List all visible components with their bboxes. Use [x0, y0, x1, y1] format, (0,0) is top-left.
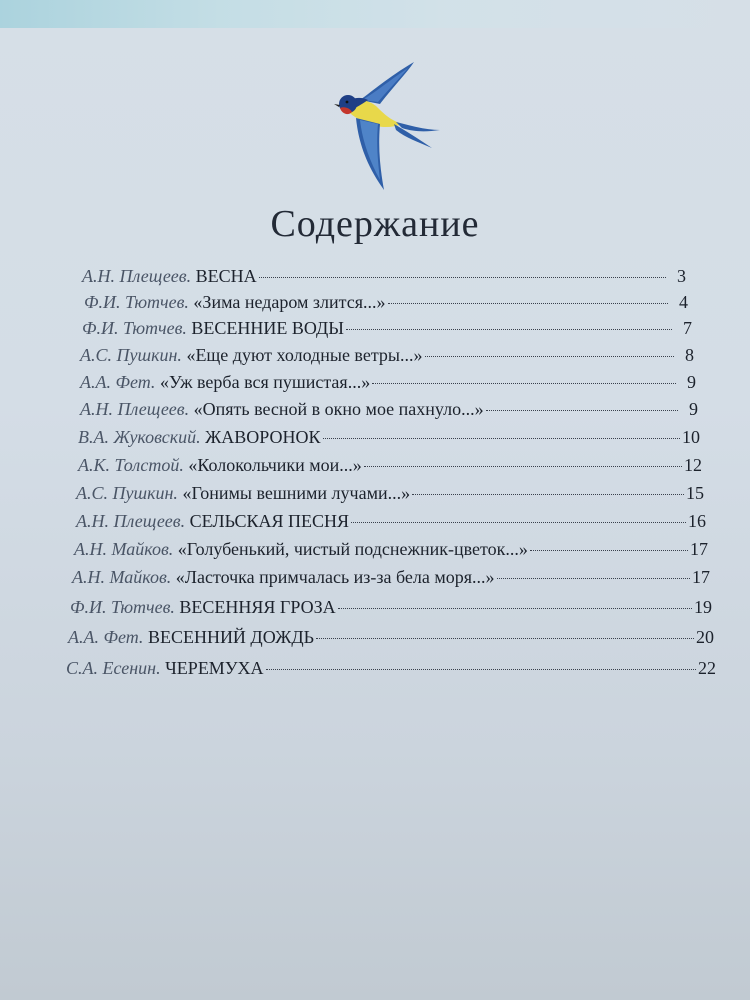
leader-dots	[259, 277, 666, 278]
leader-dots	[323, 438, 680, 439]
toc-entry	[80, 345, 694, 369]
toc-entry	[66, 658, 716, 682]
entry-title: ЧЕРЕМУХА	[165, 658, 264, 678]
entry-title: «Колокольчики мои...»	[188, 455, 362, 475]
entry-title: ЖАВОРОНОК	[205, 427, 321, 447]
entry-title: ВЕСЕННЯЯ ГРОЗА	[179, 597, 336, 617]
leader-dots	[266, 669, 696, 670]
entry-page: 15	[686, 483, 704, 503]
toc-entry	[82, 266, 686, 290]
entry-title: «Гонимы вешними лучами...»	[182, 483, 411, 503]
entry-author: А.С. Пушкин.	[80, 345, 182, 365]
leader-dots	[497, 578, 690, 579]
entry-title: «Еще дуют холодные ветры...»	[186, 345, 423, 365]
entry-author: А.Н. Майков.	[74, 539, 174, 559]
entry-page: 20	[696, 627, 714, 647]
toc-entry	[70, 597, 712, 621]
entry-page: 7	[683, 318, 692, 338]
entry-author: Ф.И. Тютчев.	[84, 292, 189, 312]
entry-author: А.Н. Плещеев.	[82, 266, 192, 286]
entry-page: 12	[684, 455, 702, 475]
entry-author: А.Н. Плещеев.	[76, 511, 186, 531]
entry-title: «Уж верба вся пушистая...»	[159, 372, 371, 392]
leader-dots	[372, 383, 676, 384]
entry-title: «Голубенький, чистый подснежник-цветок...»	[177, 539, 528, 559]
leader-dots	[316, 638, 694, 639]
leader-dots	[425, 356, 675, 357]
entry-author: А.А. Фет.	[80, 372, 156, 392]
leader-dots	[530, 550, 688, 551]
toc-entry	[82, 318, 692, 342]
toc-entry	[80, 399, 698, 423]
entry-page: 8	[685, 345, 694, 365]
entry-page: 17	[690, 539, 708, 559]
entry-title: «Опять весной в окно мое пахнуло...»	[193, 399, 484, 419]
leader-dots	[346, 329, 672, 330]
entry-title: ВЕСНА	[195, 266, 257, 286]
entry-title: ВЕСЕННИЙ ДОЖДЬ	[147, 627, 315, 647]
entry-page: 4	[679, 292, 688, 312]
toc-entry	[76, 483, 704, 507]
leader-dots	[412, 494, 684, 495]
leader-dots	[388, 303, 669, 304]
toc-entry	[68, 627, 714, 651]
leader-dots	[351, 522, 686, 523]
toc-entry	[80, 372, 696, 396]
leader-dots	[338, 608, 692, 609]
entry-author: А.С. Пушкин.	[76, 483, 178, 503]
entry-title: «Зима недаром злится...»	[193, 292, 386, 312]
toc-entry	[74, 539, 708, 563]
entry-title: ВЕСЕННИЕ ВОДЫ	[191, 318, 344, 338]
entry-page: 9	[687, 372, 696, 392]
entry-page: 22	[698, 658, 716, 678]
toc-entry	[72, 567, 710, 591]
entry-page: 10	[682, 427, 700, 447]
entry-author: А.Н. Майков.	[72, 567, 172, 587]
entry-page: 16	[688, 511, 706, 531]
page-title: Содержание	[270, 203, 480, 245]
entry-page: 3	[677, 266, 686, 286]
leader-dots	[364, 466, 682, 467]
entry-page: 19	[694, 597, 712, 617]
entry-author: А.Н. Плещеев.	[80, 399, 190, 419]
entry-author: А.К. Толстой.	[78, 455, 184, 475]
entry-page: 9	[689, 399, 698, 419]
entry-author: Ф.И. Тютчев.	[70, 597, 175, 617]
entry-title: СЕЛЬСКАЯ ПЕСНЯ	[189, 511, 349, 531]
entry-author: А.А. Фет.	[68, 627, 144, 647]
entry-title: «Ласточка примчалась из-за бела моря...»	[175, 567, 495, 587]
entry-author: Ф.И. Тютчев.	[82, 318, 187, 338]
leader-dots	[486, 410, 678, 411]
entry-author: В.А. Жуковский.	[78, 427, 201, 447]
toc-entry	[84, 292, 688, 316]
toc-entry	[76, 511, 706, 535]
toc-entry	[78, 455, 702, 479]
entry-author: С.А. Есенин.	[66, 658, 161, 678]
toc-entry	[78, 427, 700, 451]
entry-page: 17	[692, 567, 710, 587]
